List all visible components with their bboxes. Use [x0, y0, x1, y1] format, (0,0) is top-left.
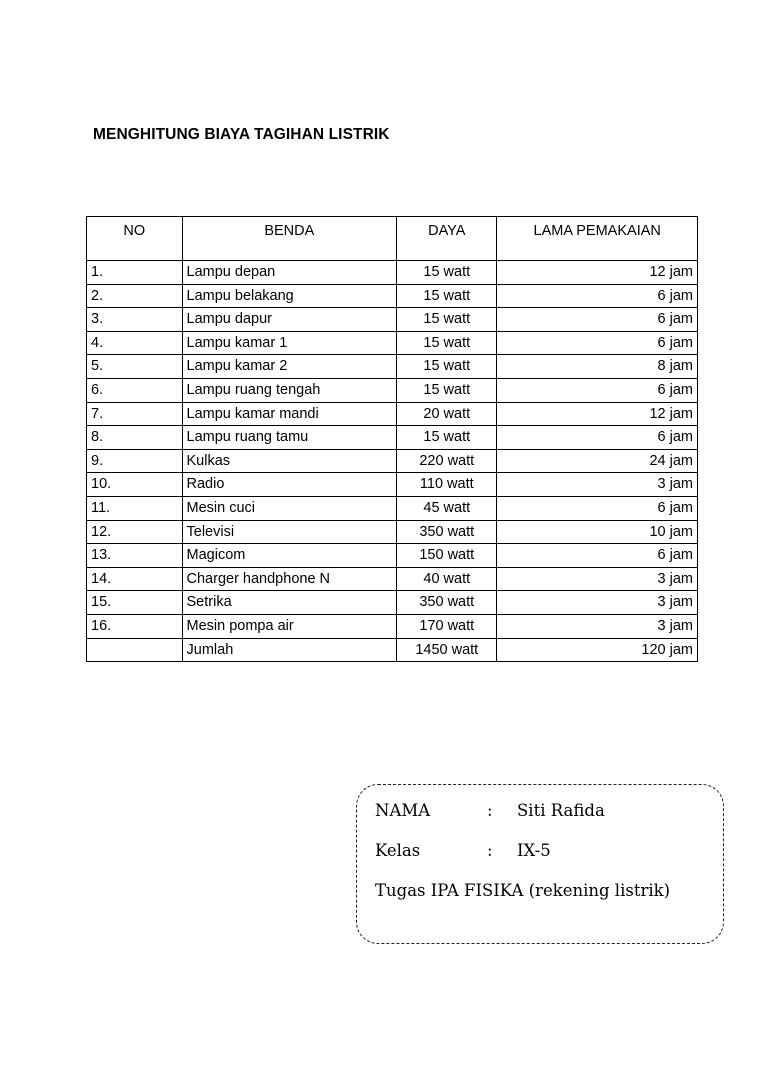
row-lama-pemakaian: 10 jam: [497, 520, 698, 544]
row-benda: Lampu dapur: [182, 308, 397, 332]
header-benda: BENDA: [182, 217, 397, 261]
row-benda: Lampu belakang: [182, 284, 397, 308]
row-benda: Lampu kamar 2: [182, 355, 397, 379]
row-lama-pemakaian: 6 jam: [497, 378, 698, 402]
row-lama-pemakaian: 24 jam: [497, 449, 698, 473]
row-no: 1.: [87, 261, 183, 285]
row-benda: Mesin cuci: [182, 496, 397, 520]
row-no: 2.: [87, 284, 183, 308]
row-daya: 350 watt: [397, 520, 497, 544]
table-row: [87, 591, 698, 615]
kelas-label: Kelas: [375, 841, 421, 860]
table-row: [87, 614, 698, 638]
row-daya: 220 watt: [397, 449, 497, 473]
row-no: 16.: [87, 614, 183, 638]
total-no: [87, 638, 183, 662]
row-lama-pemakaian: 6 jam: [497, 284, 698, 308]
row-lama-pemakaian: 6 jam: [497, 426, 698, 450]
nama-value: Siti Rafida: [517, 801, 605, 820]
row-lama-pemakaian: 3 jam: [497, 591, 698, 615]
total-row: [87, 638, 698, 662]
electricity-table: [86, 216, 698, 662]
row-benda: Setrika: [182, 591, 397, 615]
row-no: 14.: [87, 567, 183, 591]
row-lama-pemakaian: 12 jam: [497, 261, 698, 285]
row-daya: 15 watt: [397, 331, 497, 355]
row-lama-pemakaian: 6 jam: [497, 331, 698, 355]
row-no: 3.: [87, 308, 183, 332]
row-lama-pemakaian: 6 jam: [497, 544, 698, 568]
row-no: 7.: [87, 402, 183, 426]
table-row: [87, 355, 698, 379]
row-no: 11.: [87, 496, 183, 520]
row-lama-pemakaian: 3 jam: [497, 567, 698, 591]
table-row: [87, 473, 698, 497]
kelas-separator: :: [487, 841, 493, 860]
table-row: [87, 308, 698, 332]
row-no: 6.: [87, 378, 183, 402]
row-daya: 20 watt: [397, 402, 497, 426]
table-row: [87, 402, 698, 426]
row-benda: Televisi: [182, 520, 397, 544]
row-lama-pemakaian: 3 jam: [497, 614, 698, 638]
nama-label: NAMA: [375, 801, 431, 820]
row-daya: 150 watt: [397, 544, 497, 568]
row-daya: 110 watt: [397, 473, 497, 497]
row-no: 10.: [87, 473, 183, 497]
row-benda: Lampu kamar 1: [182, 331, 397, 355]
row-no: 4.: [87, 331, 183, 355]
row-benda: Kulkas: [182, 449, 397, 473]
table-row: [87, 544, 698, 568]
table-row: [87, 449, 698, 473]
row-daya: 45 watt: [397, 496, 497, 520]
row-benda: Radio: [182, 473, 397, 497]
total-lama: 120 jam: [497, 638, 698, 662]
student-info-box: [356, 784, 724, 944]
row-no: 5.: [87, 355, 183, 379]
row-lama-pemakaian: 8 jam: [497, 355, 698, 379]
row-lama-pemakaian: 12 jam: [497, 402, 698, 426]
row-lama-pemakaian: 3 jam: [497, 473, 698, 497]
table-row: [87, 520, 698, 544]
row-daya: 40 watt: [397, 567, 497, 591]
header-daya: DAYA: [397, 217, 497, 261]
table-row: [87, 426, 698, 450]
table-header-row: [87, 217, 698, 261]
row-benda: Magicom: [182, 544, 397, 568]
table-row: [87, 284, 698, 308]
total-daya: 1450 watt: [397, 638, 497, 662]
table-row: [87, 331, 698, 355]
row-benda: Mesin pompa air: [182, 614, 397, 638]
row-benda: Charger handphone N: [182, 567, 397, 591]
row-no: 9.: [87, 449, 183, 473]
row-no: 13.: [87, 544, 183, 568]
row-daya: 15 watt: [397, 284, 497, 308]
row-lama-pemakaian: 6 jam: [497, 308, 698, 332]
tugas-text: Tugas IPA FISIKA (rekening listrik): [375, 881, 671, 900]
row-daya: 350 watt: [397, 591, 497, 615]
row-daya: 170 watt: [397, 614, 497, 638]
row-daya: 15 watt: [397, 308, 497, 332]
total-label: Jumlah: [182, 638, 397, 662]
row-daya: 15 watt: [397, 426, 497, 450]
table-row: [87, 261, 698, 285]
header-no: NO: [87, 217, 183, 261]
row-benda: Lampu ruang tamu: [182, 426, 397, 450]
row-no: 8.: [87, 426, 183, 450]
row-no: 15.: [87, 591, 183, 615]
kelas-value: IX-5: [517, 841, 551, 860]
row-benda: Lampu ruang tengah: [182, 378, 397, 402]
row-no: 12.: [87, 520, 183, 544]
header-lama-pemakaian: LAMA PEMAKAIAN: [497, 217, 698, 261]
row-daya: 15 watt: [397, 261, 497, 285]
page-title: MENGHITUNG BIAYA TAGIHAN LISTRIK: [93, 126, 390, 143]
row-daya: 15 watt: [397, 355, 497, 379]
row-benda: Lampu depan: [182, 261, 397, 285]
table-row: [87, 496, 698, 520]
row-benda: Lampu kamar mandi: [182, 402, 397, 426]
nama-separator: :: [487, 801, 493, 820]
table-row: [87, 378, 698, 402]
row-daya: 15 watt: [397, 378, 497, 402]
table-row: [87, 567, 698, 591]
row-lama-pemakaian: 6 jam: [497, 496, 698, 520]
